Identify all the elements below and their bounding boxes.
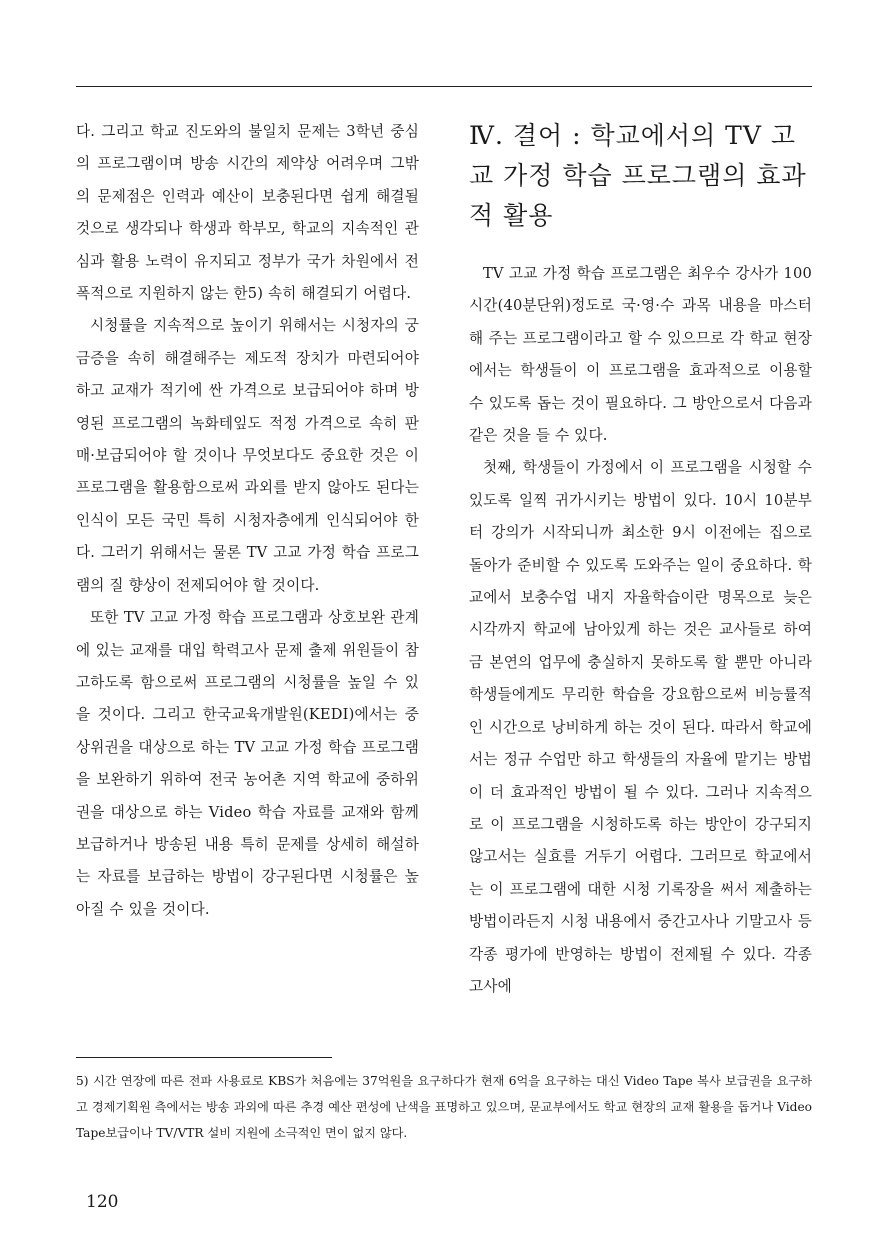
footnote-rule — [76, 1057, 332, 1058]
section-heading: Ⅳ. 결어 : 학교에서의 TV 고교 가정 학습 프로그램의 효과적 활용 — [469, 121, 807, 230]
page-number: 120 — [86, 1192, 119, 1212]
left-paragraph-1: 다. 그리고 학교 진도와의 불일치 문제는 3학년 중심의 프로그램이며 방송 시간의 제약상 어려우며 그밖의 문제점은 인력과 예산이 보충된다면 쉽게 해결될 것으로 생각되나 학생과 학부모, 학교의 지속적인 관심과 활용 노력이 유지되고 정부가 국가 차원에서 전폭적으로 지원하지 않는 한5) 속히 해결되기 어렵다. — [76, 123, 419, 303]
left-paragraph-2: 시청률을 지속적으로 높이기 위해서는 시청자의 궁금증을 속히 해결해주는 제도적 장치가 마련되어야 하고 교재가 적기에 싼 가격으로 보급되어야 하며 방영된 프로그램의 녹화테잎도 적정 가격으로 속히 판매·보급되어야 할 것이나 무엇보다도 중요한 것은 이 프로그램을 활용함으로써 과외를 받지 않아도 된다는 인식이 모든 국민 특히 시청자층에게 인식되어야 한다. 그러기 위해서는 물론 TV 고교 가정 학습 프로그램의 질 향상이 전제되어야 할 것이다. — [76, 317, 419, 594]
left-column — [76, 116, 419, 926]
footnote: 5) 시간 연장에 따른 전파 사용료로 KBS가 처음에는 37억원을 요구하다가 현재 6억을 요구하는 대신 Video Tape 복사 보급권을 요구하고 경제기획원 측에서는 방송 과외에 따른 추경 예산 편성에 난색을 표명하고 있으며, 문교부에서도 학교 현장의 교재 활용을 돕거나 Video Tape보급이나 TV/VTR 설비 지원에 소극적인 면이 없지 않다. — [76, 1074, 812, 1140]
right-paragraph-2: 첫째, 학생들이 가정에서 이 프로그램을 시청할 수 있도록 일찍 귀가시키는 방법이 있다. 10시 10분부터 강의가 시작되니까 최소한 9시 이전에는 집으로 돌아가 준비할 수 있도록 도와주는 일이 중요하다. 학교에서 보충수업 내지 자율학습이란 명목으로 늦은 시각까지 학교에 남아있게 하는 것은 교사들로 하여금 본연의 업무에 충실하지 못하도록 할 뿐만 아니라 학생들에게도 무리한 학습을 강요함으로써 비능률적인 시간으로 낭비하게 하는 것이 된다. 따라서 학교에서는 정규 수업만 하고 학생들의 자율에 맡기는 방법이 더 효과적인 방법이 될 수 있다. 그러나 지속적으로 이 프로그램을 시청하도록 하는 방안이 강구되지 않고서는 실효를 거두기 어렵다. 그러므로 학교에서는 이 프로그램에 대한 시청 기록장을 써서 제출하는 방법이라든지 시청 내용에서 중간고사나 기말고사 등 각종 평가에 반영하는 방법이 전제될 수 있다. 각종 고사에 — [469, 459, 812, 995]
right-column — [469, 116, 812, 1003]
left-paragraph-3: 또한 TV 고교 가정 학습 프로그램과 상호보완 관계에 있는 교재를 대입 학력고사 문제 출제 위원들이 참고하도록 함으로써 프로그램의 시청률을 높일 수 있을 것이다. 그리고 한국교육개발원(KEDI)에서는 중상위권을 대상으로 하는 TV 고교 가정 학습 프로그램을 보완하기 위하여 전국 농어촌 지역 학교에 중하위권을 대상으로 하는 Video 학습 자료를 교재와 함께 보급하거나 방송된 내용 특히 문제를 상세히 해설하는 자료를 보급하는 방법이 강구된다면 시청률은 높아질 수 있을 것이다. — [76, 609, 419, 918]
header-rule — [76, 86, 812, 87]
right-paragraph-1: TV 고교 가정 학습 프로그램은 최우수 강사가 100시간(40분단위)정도로 국·영·수 과목 내용을 마스터해 주는 프로그램이라고 할 수 있으므로 각 학교 현장에서는 학생들이 이 프로그램을 효과적으로 이용할 수 있도록 돕는 것이 필요하다. 그 방안으로서 다음과 같은 것을 들 수 있다. — [469, 265, 812, 445]
